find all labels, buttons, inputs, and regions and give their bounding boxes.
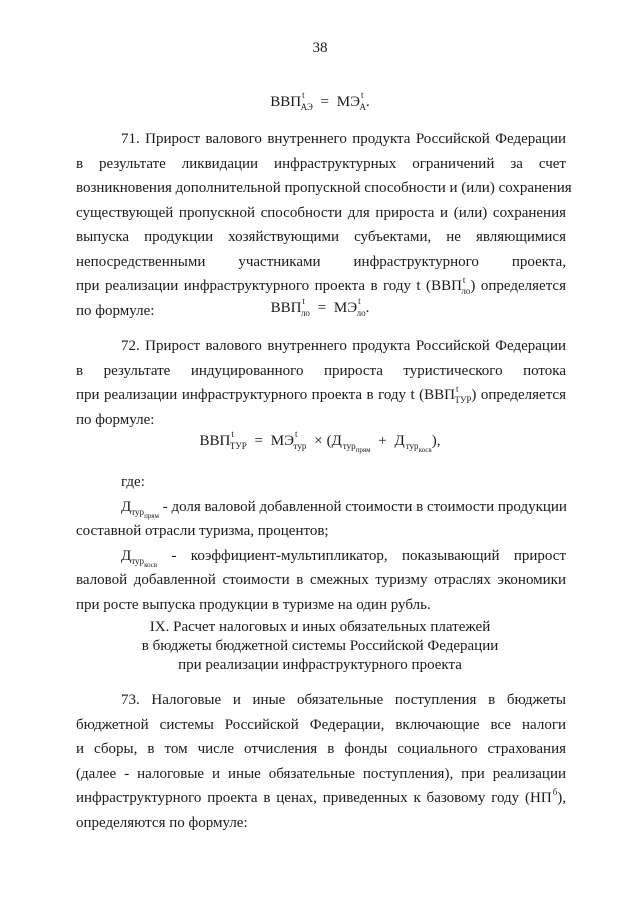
formula-subscript: тур [405,441,419,451]
definitions [76,470,566,617]
definition-symbol: $Д_{турпрям}$ [121,498,159,520]
paragraph-line: непосредственными участниками инфраструктурного проекта, [76,253,566,270]
formula-plus: + [378,433,387,449]
formula-subscript: АЭ [300,102,313,112]
formula-subsubscript: прям [355,446,371,454]
paragraph-line: 71. Прирост валового внутреннего продукта Российской Федерации [121,131,566,147]
paragraph-line: существующей пропускной способности для прироста и (или) сохранения [76,204,566,221]
formula-superscript: t [358,296,361,306]
paragraph-73 [76,688,566,835]
formula-symbol: ВВП [199,433,231,449]
formula-superscript: t [361,90,364,100]
formula-paren: ), [431,433,441,449]
section-heading-ix [0,618,640,675]
definition-line: $Д_{турпрям}$ - доля валовой добавленной стоимости в стоимости продукции [121,498,567,520]
formula-superscript: t [302,90,305,100]
paragraph-line: возникновения дополнительной пропускной способности и (или) сохранения [76,180,572,196]
inline-symbol-np-b: $НП^б$ [529,787,558,806]
definition-line: валовой добавленной стоимости в смежных туризму отраслях экономики [76,572,566,588]
inline-symbol-vvp-lo: $ВВП^t_{ло}$ [431,275,471,296]
section-heading-line: при реализации инфраструктурного проекта [178,657,462,673]
paragraph-line: в результате индуцированного прироста туристического потока [76,362,566,379]
formula-vvp-tur [0,429,640,454]
paragraph-line: определяются по формуле: [76,814,248,831]
formula-symbol: ВВП [270,94,302,110]
formula-subscript: А [359,102,367,112]
paragraph-line: по формуле: [76,411,155,428]
paragraph-71 [76,127,572,323]
formula-superscript: t [295,429,298,439]
where-label: где: [121,474,145,490]
formula-subscript: тур [293,441,307,451]
definition-line: при росте выпуска продукции в туризме на один рубль. [76,596,431,613]
formula-symbol: МЭ [333,300,358,316]
formula-subscript: ло [356,308,366,318]
paragraph-line: 73. Налоговые и иные обязательные поступления в бюджеты [121,692,566,708]
section-heading-line: в бюджеты бюджетной системы Российской Федерации [141,638,499,654]
paragraph-line: и сборы, в том числе отчисления в фонды социального страхования [76,741,566,757]
formula-end: . [366,94,370,110]
formula-subscript: ло [300,308,310,318]
formula-equals: = [254,433,263,449]
formula-subscript: ТУР [229,441,247,451]
paragraph-line-with-math: при реализации инфраструктурного проекта в году t $(ВВП^t_{ло})$ определяется [76,275,566,296]
paragraph-line: бюджетной системы Российской Федерации, включающие все налоги [76,716,566,733]
formula-subscript: тур [342,441,356,451]
formula-end: . [365,300,370,316]
definition-line: $Д_{туркосв}$ - коэффициент-мультипликатор, показывающий прирост [121,547,566,569]
paragraph-line-with-math: при реализации инфраструктурного проекта в году t $(ВВП^t_{ТУР})$ определяется [76,384,566,405]
formula-vvp-lo [0,296,640,318]
formula-symbol: ВВП [270,300,302,316]
definition-line: составной отрасли туризма, процентов; [76,523,329,539]
paragraph-line: по формуле: [76,302,155,319]
paragraph-line: 72. Прирост валового внутреннего продукта Российской Федерации [121,338,566,354]
formula-symbol: Д [331,433,342,449]
formula-superscript: t [231,429,234,439]
formula-symbol: МЭ [336,94,361,110]
formula-symbol: Д [394,433,405,449]
paragraph-72 [76,334,566,432]
formula-subsubscript: косв [418,446,432,454]
definition-symbol: $Д_{туркосв}$ [121,547,158,569]
formula-equals: = [320,94,330,110]
formula-vvp-ae [0,90,640,112]
formula-times: × [314,433,323,449]
paragraph-line: в результате ликвидации инфраструктурных ограничений за счет [76,155,566,172]
inline-symbol-vvp-tur: $ВВП^t_{ТУР}$ [424,384,472,405]
formula-superscript: t [302,296,305,306]
section-heading-line: IX. Расчет налоговых и иных обязательных платежей [149,619,491,635]
paragraph-line-with-math: инфраструктурного проекта в ценах, приведенных к базовому году $(НП^б)$, [76,787,566,806]
paragraph-line: выпуска продукции хозяйствующими субъектами, не являющимися [76,229,566,245]
formula-symbol: МЭ [270,433,294,449]
paragraph-line: (далее - налоговые и иные обязательные поступления), при реализации [76,765,566,782]
formula-equals: = [317,300,327,316]
formula-paren: ( [326,433,332,449]
page-number: 38 [312,40,328,56]
